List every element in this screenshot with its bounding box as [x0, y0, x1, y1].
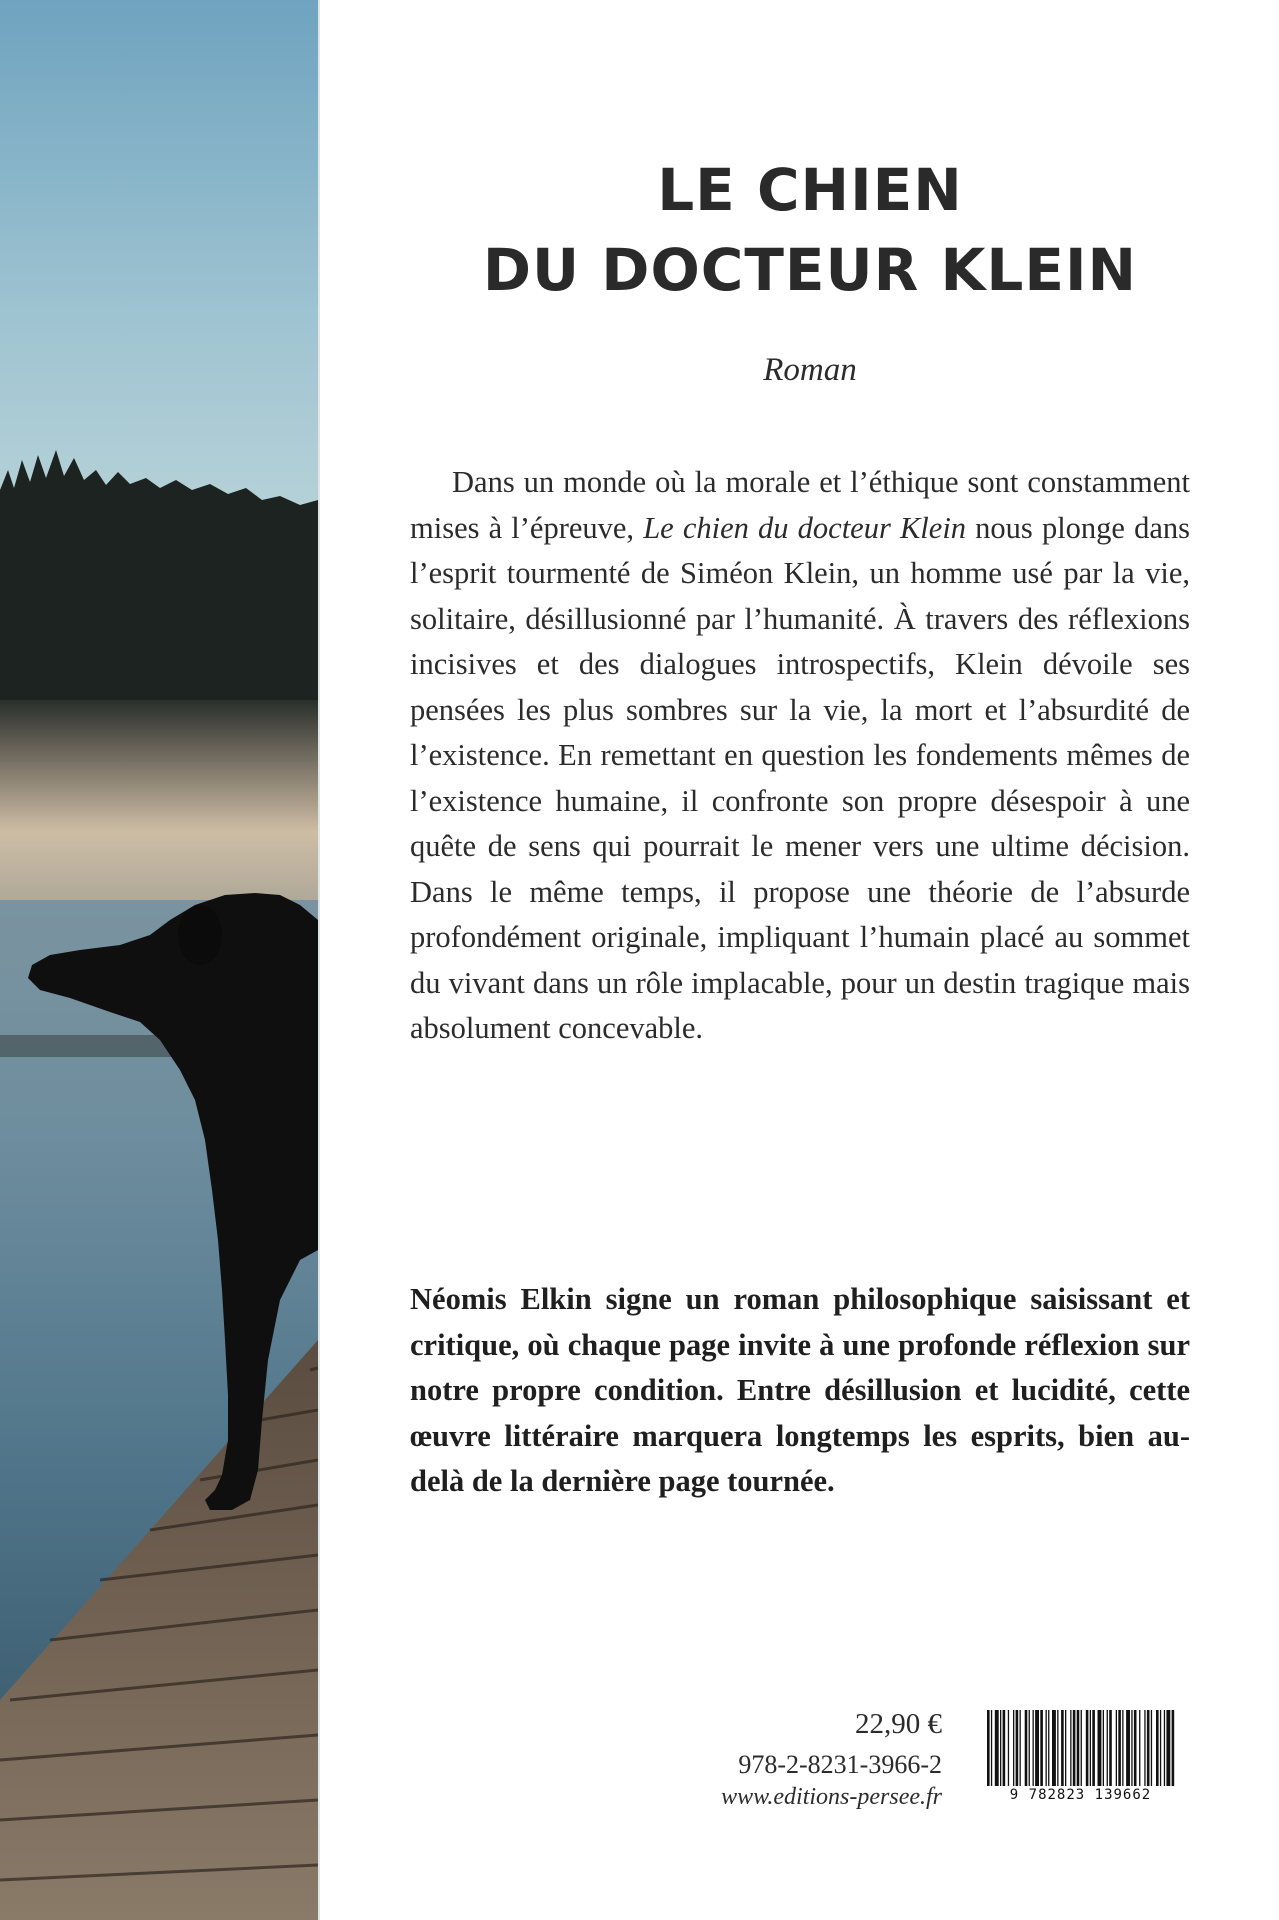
barcode-bar — [1116, 1710, 1117, 1786]
barcode-bar — [1107, 1710, 1108, 1786]
barcode-bar — [1126, 1710, 1130, 1786]
barcode-bar — [1144, 1710, 1145, 1786]
barcode-bars — [983, 1708, 1178, 1788]
barcode-bar — [1065, 1710, 1066, 1786]
photo-illustration — [0, 0, 318, 1920]
barcode-bar — [1160, 1710, 1161, 1786]
barcode-bar — [1016, 1710, 1019, 1786]
barcode-bar — [1057, 1710, 1058, 1786]
barcode-bar — [1000, 1710, 1001, 1786]
barcode-bar — [1046, 1710, 1047, 1786]
barcode-bar — [1156, 1710, 1159, 1786]
sky — [0, 0, 318, 520]
book-title-line-2: DU DOCTEUR KLEIN — [482, 236, 1138, 304]
barcode-bar — [1172, 1710, 1175, 1786]
synopsis-paragraph — [410, 460, 1190, 1052]
barcode-bar — [1098, 1710, 1102, 1786]
barcode-bar — [1061, 1710, 1064, 1786]
barcode-bar — [1025, 1710, 1028, 1786]
barcode-bar — [1008, 1710, 1009, 1786]
barcode-bar — [1092, 1710, 1095, 1786]
barcode-bar — [1151, 1710, 1152, 1786]
barcode-bar — [1040, 1710, 1043, 1786]
barcode-bar — [1020, 1710, 1021, 1786]
barcode-bar — [1048, 1710, 1049, 1786]
barcode-bar — [1086, 1710, 1089, 1786]
barcode-bar — [1090, 1710, 1091, 1786]
barcode-bar — [1103, 1710, 1104, 1786]
barcode-bar — [1122, 1710, 1123, 1786]
dog-ear — [178, 905, 222, 965]
barcode-bar — [995, 1710, 999, 1786]
barcode-bar — [991, 1710, 992, 1786]
isbn: 978-2-8231-3966-2 — [738, 1750, 942, 1779]
barcode-bar — [1131, 1710, 1132, 1786]
barcode-bar — [1166, 1710, 1170, 1786]
price: 22,90 € — [855, 1708, 942, 1740]
barcode-bar — [1003, 1710, 1006, 1786]
barcode-bar — [1077, 1710, 1080, 1786]
barcode-bar — [1134, 1710, 1137, 1786]
barcode-bar — [1139, 1710, 1140, 1786]
barcode-bar — [1070, 1710, 1071, 1786]
barcode-bar — [1147, 1710, 1150, 1786]
barcode-bar — [1081, 1710, 1082, 1786]
genre-label: Roman — [763, 352, 857, 388]
synopsis-part-2: nous plonge dans l’esprit tourmenté de Siméon Klein, un homme usé par la vie, solitaire, désillusionné par l’humanité. À travers des réflexions incisives et des dialogues introspectifs, Klein dévoile ses pensées les plus sombres sur la vie, la mort et l’absurdité de l’existence. En remettant en question les fondements mêmes de l’existence humaine, il confronte son propre désespoir à une quête de sens qui pourrait le mener vers une ultime décision. Dans le même temps, il propose une théorie de l’absurde profondément originale, impliquant l’humain placé au sommet du vivant dans un rôle implacable, pour un destin tragique mais absolument concevable. — [410, 510, 1190, 1045]
barcode-digits: 9 782823 139662 — [983, 1786, 1178, 1804]
barcode-bar — [1109, 1710, 1112, 1786]
synopsis-book-title: Le chien du docteur Klein — [643, 510, 967, 545]
barcode-bar — [1164, 1710, 1165, 1786]
barcode-bar — [1052, 1710, 1056, 1786]
publisher-website: www.editions-persee.fr — [721, 1784, 942, 1810]
barcode-bar — [1035, 1710, 1039, 1786]
photo-divider — [318, 0, 320, 1920]
cover-photo-dog-on-dock — [0, 0, 318, 1920]
synopsis-part-1: Dans un monde où la morale et l’éthique sont constamment mises à l’épreuve, — [410, 465, 1190, 545]
barcode-bar — [987, 1710, 990, 1786]
barcode-bar — [1029, 1710, 1030, 1786]
mist — [0, 700, 318, 920]
book-title-line-1: LE CHIEN — [657, 156, 963, 224]
barcode-bar — [1118, 1710, 1121, 1786]
book-title — [430, 150, 1190, 310]
barcode-bar — [1013, 1710, 1014, 1786]
barcode-bar — [1033, 1710, 1034, 1786]
author-blurb: Néomis Elkin signe un roman philosophique saisissant et critique, où chaque page invite à une profonde réflexion sur notre propre condition. Entre désillusion et lucidité, cette œuvre littéraire marquera longtemps les esprits, bien au-delà de la dernière page tournée. — [410, 1282, 1190, 1498]
barcode-bar — [1073, 1710, 1076, 1786]
